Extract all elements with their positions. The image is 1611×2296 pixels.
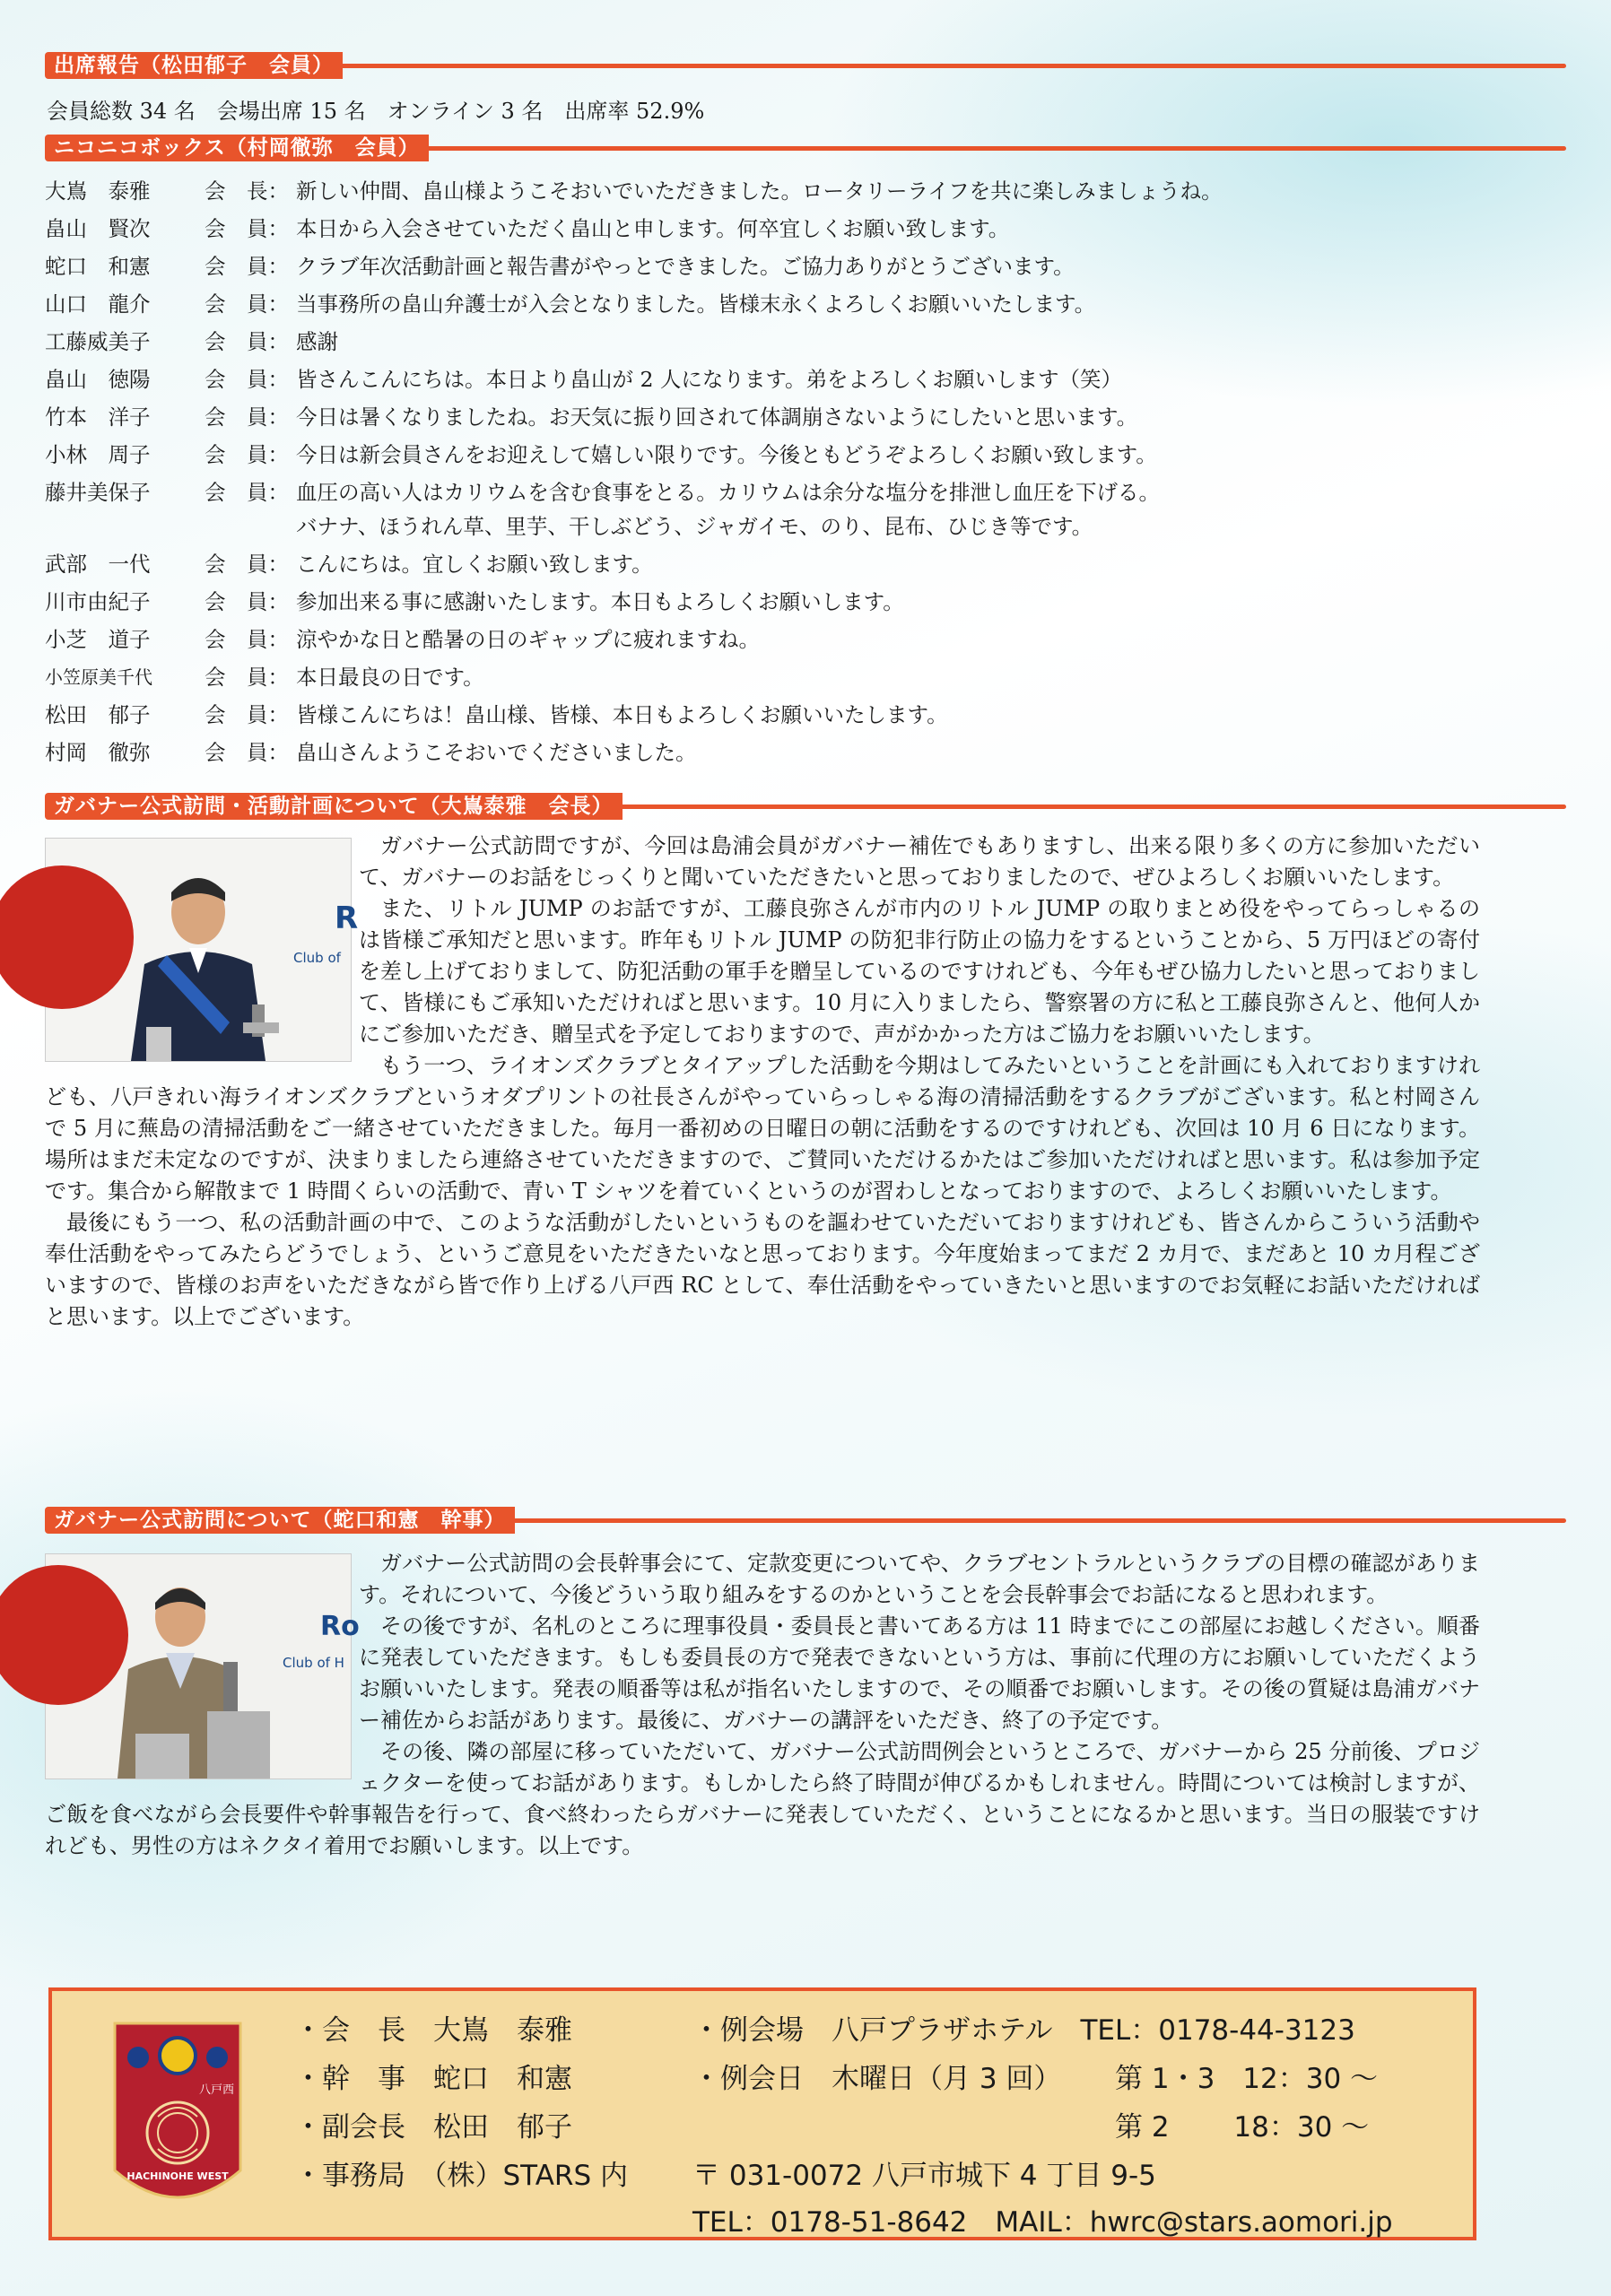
- member-name: 武部 一代: [45, 552, 151, 577]
- nico-row: [45, 545, 1223, 583]
- svg-text:R: R: [335, 900, 359, 936]
- member-name: 小笠原美千代: [45, 666, 152, 688]
- nico-row: [45, 583, 1223, 621]
- member-name: 小芝 道子: [45, 627, 151, 652]
- governor-plan-header: [45, 793, 1566, 820]
- nico-row: [45, 398, 1223, 436]
- nico-row: [45, 285, 1223, 323]
- nico-title: ニコニコボックス（村岡徹弥 会員）: [45, 135, 429, 161]
- member-role: 会 長：: [205, 178, 289, 204]
- member-role: 会 員：: [205, 291, 289, 317]
- attendance-text: 会員総数 34 名 会場出席 15 名 オンライン 3 名 出席率 52.9%: [47, 99, 705, 124]
- member-name: 竹本 洋子: [45, 404, 151, 430]
- member-message: 当事務所の畠山弁護士が入会となりました。皆様末永くよろしくお願いいたします。: [296, 291, 1096, 317]
- meeting-time-2: 第 2 18：30 〜: [1115, 2111, 1370, 2144]
- secretary-info: ・幹 事 蛇口 和憲: [294, 2063, 572, 2095]
- member-role: [205, 511, 296, 545]
- paragraph: その後、隣の部屋に移っていただいて、ガバナー公式訪問例会というところで、ガバナーから 25 分前後、プロジェクターを使ってお話があります。もしかしたら終了時間が伸びるかもしれません。時間については検討しますが、ご飯を食べながら会長要件や幹事報告を行って、食べ終わったらガバナーに発表していただく、ということになるかと思います。当日の服装ですけれども、男性の方はネクタイ着用でお願いします。以上です。: [45, 1739, 1480, 1858]
- emblem-icon: [106, 2018, 249, 2215]
- member-name: 山口 龍介: [45, 291, 151, 317]
- member-name: 工藤威美子: [45, 329, 151, 354]
- nico-row-continued: [45, 511, 1223, 545]
- member-message: 皆さんこんにちは。本日より畠山が 2 人になります。弟をよろしくお願いします（笑）: [296, 367, 1123, 392]
- member-name: 畠山 賢次: [45, 216, 151, 241]
- member-role: 会 員：: [205, 404, 289, 430]
- vice-president-info: ・副会長 松田 郁子: [294, 2111, 572, 2144]
- secretary-photo-image: [46, 1554, 360, 1779]
- member-message: 畠山さんようこそおいでくださいました。: [296, 740, 697, 765]
- emblem-text: HACHINOHE WEST: [126, 2170, 229, 2182]
- member-name: 村岡 徹弥: [45, 740, 151, 765]
- paragraph: また、リトル JUMP のお話ですが、工藤良弥さんが市内のリトル JUMP の取りまとめ役をやってらっしゃるのは皆様ご承知だと思います。昨年もリトル JUMP の防犯非行防止の協力をするということから、5 万円ほどの寄付を差し上げておりまして、防犯活動の軍手を贈呈しているのですけれども、今年もぜひ協力したいと思っておりまして、皆様にもご承知いただければと思います。10 月に入りましたら、警察署の方に私と工藤良弥さんと、他何人かにご参加いただき、贈呈式を予定しておりますので、声がかかった方はご協力をお願いいたします。: [359, 896, 1480, 1047]
- venue-info: ・例会場 八戸プラザホテル TEL：0178-44-3123: [692, 2014, 1355, 2047]
- paragraph: ガバナー公式訪問の会長幹事会にて、定款変更についてや、クラブセントラルというクラブの目標の確認があります。それについて、今後どういう取り組みをするのかということを会長幹事会でお話になると思われます。: [359, 1551, 1480, 1607]
- paragraph: その後ですが、名札のところに理事役員・委員長と書いてある方は 11 時までにこの部屋にお越しください。順番に発表していただきます。もしも委員長の方で発表できないという方は、事前に代理の方にお願いしていただくようお願いいたします。発表の順番等は私が指名いたしますので、その順番でお願いします。その後の質疑は島浦ガバナー補佐からお話があります。最後に、ガバナーの講評をいただき、終了の予定です。: [359, 1613, 1480, 1733]
- member-message: 新しい仲間、畠山様ようこそおいでいただきました。ロータリーライフを共に楽しみましょうね。: [296, 178, 1223, 204]
- club-sign-text: Club of H: [283, 1655, 344, 1671]
- member-name: 大嶌 泰雅: [45, 178, 151, 204]
- meeting-day-info: ・例会日 木曜日（月 3 回）: [692, 2063, 1062, 2095]
- member-message: 血圧の高い人はカリウムを含む食事をとる。カリウムは余分な塩分を排泄し血圧を下げる。: [296, 480, 1161, 505]
- nico-row: [45, 172, 1223, 210]
- member-role: 会 員：: [205, 442, 289, 467]
- governor-visit-header: [45, 1507, 1566, 1534]
- member-role: 会 員：: [205, 702, 289, 727]
- emblem-sub-text: 八戸西: [199, 2083, 235, 2097]
- member-role: 会 員：: [205, 216, 289, 241]
- member-message: 参加出来る事に感謝いたします。本日もよろしくお願いします。: [296, 589, 904, 614]
- member-message: 皆様こんにちは！畠山様、皆様、本日もよろしくお願いいたします。: [296, 702, 948, 727]
- member-name: [45, 511, 205, 545]
- member-message: 感謝: [296, 329, 338, 354]
- governor-visit-title: ガバナー公式訪問について（蛇口和憲 幹事）: [45, 1507, 515, 1534]
- member-role: 会 員：: [205, 589, 289, 614]
- member-role: 会 員：: [205, 665, 289, 690]
- paragraph: 最後にもう一つ、私の活動計画の中で、このような活動がしたいというものを謳わせていただいておりますけれども、皆さんからこういう活動や奉仕活動をやってみたらどうでしょう、というご意見をいただきたいなと思っております。今年度始まってまだ 2 カ月で、まだあと 10 カ月程ございますので、皆様のお声をいただきながら皆で作り上げる八戸西 RC として、奉仕活動をやっていきたいと思いますのでお気軽にお話いただければと思います。以上でございます。: [45, 1210, 1480, 1329]
- member-name: 畠山 徳陽: [45, 367, 151, 392]
- nico-header: [45, 135, 1566, 161]
- member-role: 会 員：: [205, 552, 289, 577]
- member-role: 会 員：: [205, 254, 289, 279]
- nico-row: [45, 436, 1223, 474]
- paragraph: もう一つ、ライオンズクラブとタイアップした活動を今期はしてみたいということを計画にも入れておりますけれども、八戸きれい海ライオンズクラブというオダプリントの社長さんがやっていらっしゃる海の清掃活動をするクラブがございます。私と村岡さんで 5 月に蕪島の清掃活動をご一緒させていただきました。毎月一番初めの日曜日の朝に活動をするのですけれども、次回は 10 月 6 日になります。場所はまだ未定なのですが、決まりましたら連絡させていただきますので、ご賛同いただけるかたはご参加いただければと思います。私は参加予定です。集合から解散まで 1 時間くらいの活動で、青い T シャツを着ていくというのが習わしとなっておりますので、よろしくお願いいたします。: [45, 1053, 1480, 1204]
- nico-row: [45, 210, 1223, 248]
- member-role: 会 員：: [205, 367, 289, 392]
- nico-row: [45, 248, 1223, 285]
- member-name: 藤井美保子: [45, 480, 151, 505]
- member-message: バナナ、ほうれん草、里芋、干しぶどう、ジャガイモ、のり、昆布、ひじき等です。: [296, 514, 1093, 539]
- member-name: 松田 郁子: [45, 702, 151, 727]
- president-photo: [45, 838, 359, 1062]
- office-info: ・事務局 （株）STARS 内: [294, 2160, 628, 2192]
- member-message: 本日から入会させていただく畠山と申します。何卒宜しくお願い致します。: [296, 216, 1010, 241]
- header-rule: [515, 1518, 1566, 1523]
- member-message: 本日最良の日です。: [296, 665, 484, 690]
- meeting-time-1-3: 第 1・3 12：30 〜: [1115, 2063, 1379, 2095]
- club-emblem: [106, 2018, 249, 2215]
- attendance-title: 出席報告（松田郁子 会員）: [45, 52, 343, 79]
- paragraph: ガバナー公式訪問ですが、今回は島浦会員がガバナー補佐でもありますし、出来る限り多くの方に参加いただいて、ガバナーのお話をじっくりと聞いていただきたいと思っておりましたので、ぜひよろしくお願いいたします。: [359, 833, 1480, 890]
- address-info: 〒 031-0072 八戸市城下 4 丁目 9-5: [692, 2160, 1156, 2192]
- member-role: 会 員：: [205, 329, 289, 354]
- member-message: 今日は新会員さんをお迎えして嬉しい限りです。今後ともどうぞよろしくお願い致します。: [296, 442, 1157, 467]
- nico-row: [45, 361, 1223, 398]
- nico-list: [45, 172, 1223, 771]
- nico-row: [45, 474, 1223, 511]
- header-rule: [429, 146, 1566, 151]
- member-name: 川市由紀子: [45, 589, 151, 614]
- governor-plan-title: ガバナー公式訪問・活動計画について（大嶌泰雅 会長）: [45, 793, 623, 820]
- president-photo-image: [46, 839, 359, 1061]
- member-role: 会 員：: [205, 627, 289, 652]
- club-sign-text: Club of: [293, 950, 341, 966]
- member-name: 小林 周子: [45, 442, 151, 467]
- member-role: 会 員：: [205, 740, 289, 765]
- nico-row: [45, 658, 1223, 696]
- member-message: 涼やかな日と酷暑の日のギャップに疲れますね。: [296, 627, 760, 652]
- nico-row: [45, 734, 1223, 771]
- secretary-photo: [45, 1553, 360, 1779]
- contact-info: TEL：0178-51-8642 MAIL：hwrc@stars.aomori.jp: [692, 2206, 1393, 2239]
- member-role: 会 員：: [205, 480, 289, 505]
- nico-row: [45, 323, 1223, 361]
- club-sign-text: Ro: [320, 1611, 360, 1642]
- header-rule: [343, 64, 1566, 68]
- member-message: こんにちは。宜しくお願い致します。: [296, 552, 653, 577]
- nico-row: [45, 696, 1223, 734]
- nico-row: [45, 621, 1223, 658]
- member-message: クラブ年次活動計画と報告書がやっとできました。ご協力ありがとうございます。: [296, 254, 1075, 279]
- attendance-header: [45, 52, 1566, 79]
- member-message: 今日は暑くなりましたね。お天気に振り回されて体調崩さないようにしたいと思います。: [296, 404, 1138, 430]
- president-info: ・会 長 大嶌 泰雅: [294, 2014, 572, 2047]
- member-name: 蛇口 和憲: [45, 254, 151, 279]
- club-info-box: [48, 1987, 1476, 2240]
- header-rule: [623, 804, 1566, 809]
